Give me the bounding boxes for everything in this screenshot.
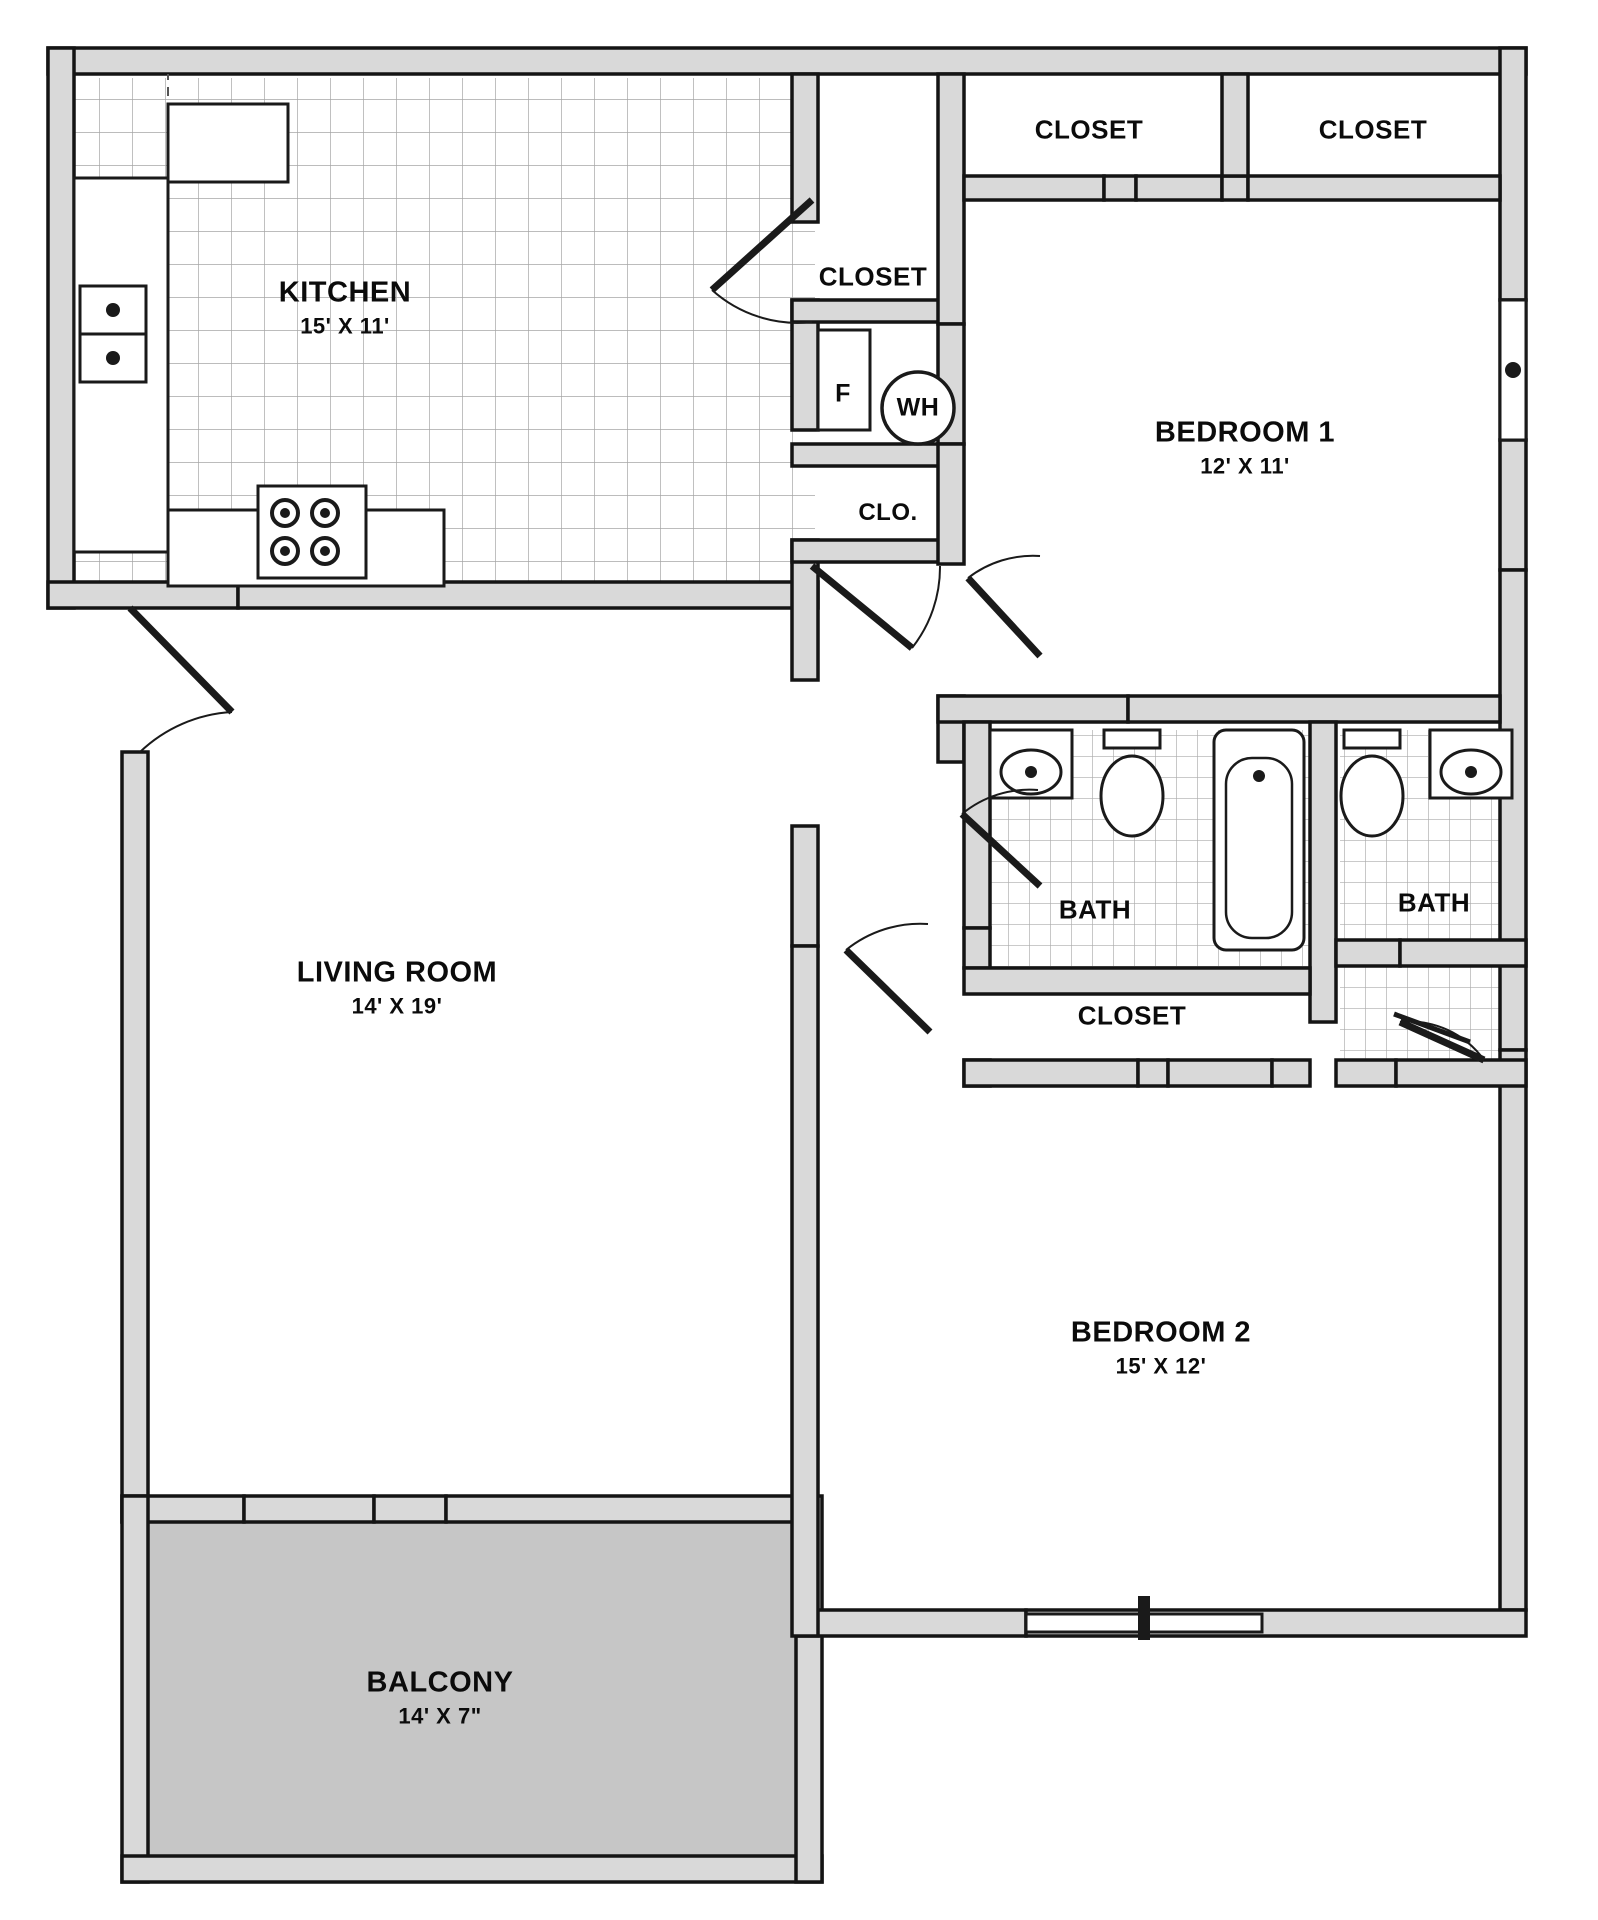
room-name: BEDROOM 1 [1154, 416, 1336, 449]
room-label-bedroom-1 [1155, 418, 1335, 483]
room-label-clo [858, 500, 917, 526]
room-dimensions: 14' X 19' [351, 993, 443, 1019]
appliance-label-water-heater [897, 394, 940, 422]
room-dimensions: 14' X 7" [398, 1703, 482, 1729]
room-label-closet-left [1035, 116, 1143, 145]
room-name: BATH [1397, 887, 1471, 918]
room-name: CLO. [858, 498, 918, 526]
room-name: CLOSET [1318, 114, 1428, 145]
room-label-bath-1 [1059, 896, 1131, 925]
room-label-bath-2 [1398, 889, 1470, 918]
room-name: CLOSET [1034, 114, 1144, 145]
room-label-balcony [367, 1668, 514, 1733]
room-name: LIVING ROOM [296, 956, 498, 989]
appliance-code: WH [896, 393, 940, 422]
room-label-kitchen [279, 278, 411, 343]
room-dimensions: 15' X 11' [300, 313, 390, 339]
room-name: CLOSET [1077, 1000, 1187, 1031]
appliance-code: F [835, 379, 851, 408]
appliance-label-furnace [835, 380, 851, 408]
room-dimensions: 12' X 11' [1200, 453, 1290, 479]
room-name: KITCHEN [278, 276, 412, 309]
room-name: BATH [1058, 894, 1132, 925]
room-name: CLOSET [818, 261, 928, 292]
room-label-living-room [297, 958, 497, 1023]
room-name: BALCONY [366, 1666, 514, 1699]
range-fixture [258, 486, 366, 578]
room-label-bedroom-2 [1071, 1318, 1251, 1383]
sink-fixture [80, 286, 146, 382]
room-name: BEDROOM 2 [1070, 1316, 1252, 1349]
room-dimensions: 15' X 12' [1115, 1353, 1207, 1379]
room-label-closet-bath [1078, 1002, 1186, 1031]
room-label-closet-right [1319, 116, 1427, 145]
room-label-closet-hall [819, 263, 927, 292]
